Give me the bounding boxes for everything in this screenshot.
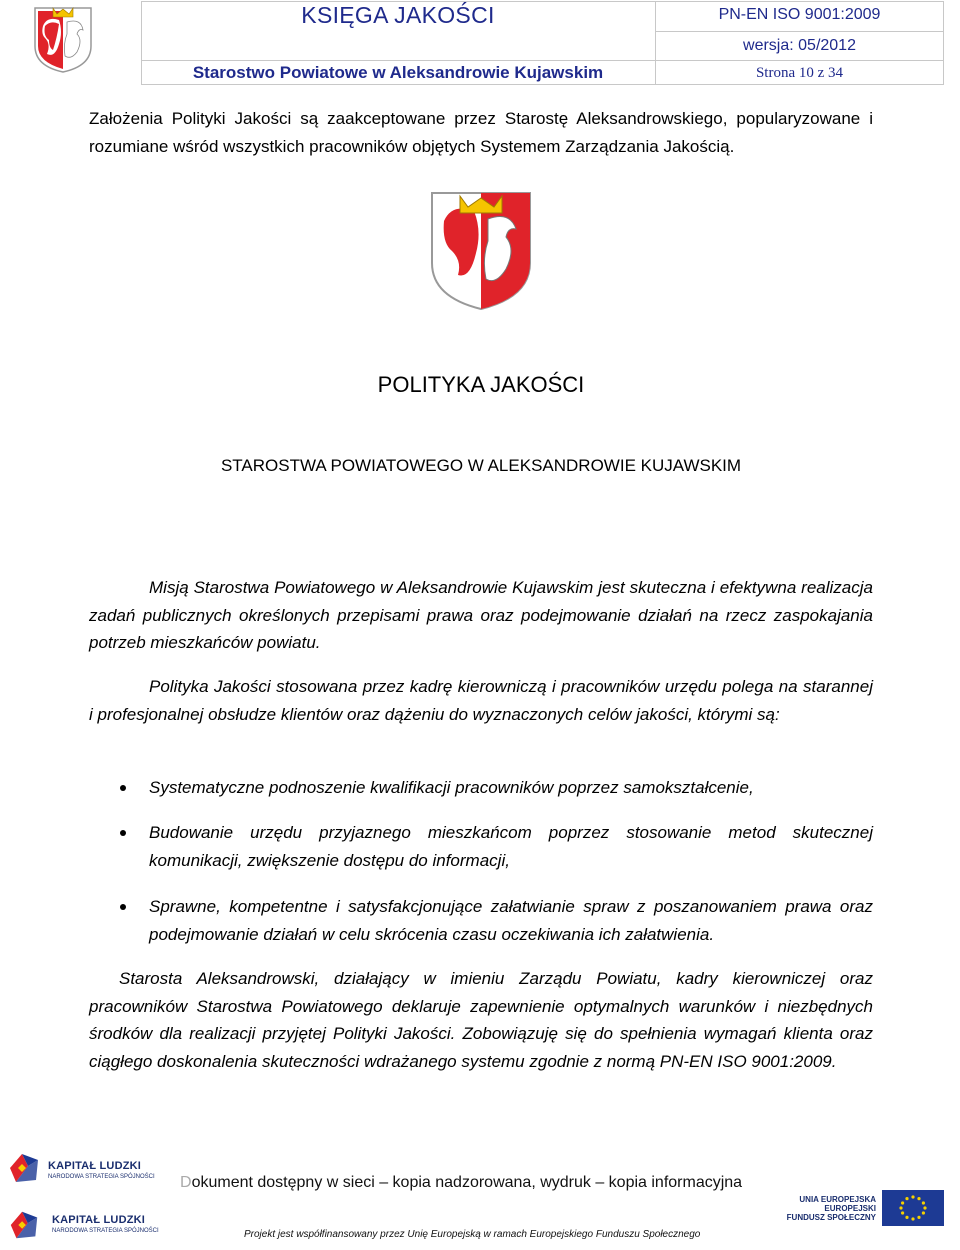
footer-note-initial: D <box>180 1174 192 1191</box>
kapital-ludzki-logo <box>8 1150 178 1190</box>
coat-of-arms-icon <box>33 4 93 74</box>
central-emblem <box>430 191 532 311</box>
project-note: Projekt jest współfinansowany przez Unię Europejską w ramach Europejskiego Funduszu Społecznego <box>244 1229 701 1240</box>
organization-name: Starostwo Powiatowe w Aleksandrowie Kujawskim <box>192 63 604 82</box>
bullet <box>120 830 126 836</box>
coat-of-arms-icon <box>430 191 532 311</box>
kapital-ludzki-logo <box>8 1208 178 1246</box>
kl-name: KAPITAŁ LUDZKI <box>52 1214 146 1226</box>
kapital-ludzki-icon <box>8 1208 40 1242</box>
declaration-paragraph: Starosta Aleksandrowski, działający w imieniu Zarządu Powiatu, kadry kierowniczej oraz pracowników Starostwa Powiatowego deklaruje zapewnienie optymalnych warunków i niezbędnych środków dla realizacji przyjętej Polityki Jakości. Zobowiązuję się do spełnienia wymagań klienta oraz ciągłego doskonalenia skuteczności wdrażanego systemu zgodnie z normą PN-EN ISO 9001:2009. <box>89 969 873 1071</box>
list-item: Budowanie urzędu przyjaznego mieszkańcom poprzez stosowanie metod skutecznej komunikacji, zwiększenie dostępu do informacji, <box>149 823 873 870</box>
kl-subtitle: NARODOWA STRATEGIA SPÓJNOŚCI <box>48 1174 155 1180</box>
kl-subtitle: NARODOWA STRATEGIA SPÓJNOŚCI <box>52 1228 159 1234</box>
iso-standard: PN-EN ISO 9001:2009 <box>718 6 881 23</box>
eu-flag-icon <box>882 1190 944 1226</box>
eu-logo <box>780 1186 948 1228</box>
list-item: Sprawne, kompetentne i satysfakcjonujące załatwianie spraw z poszanowaniem prawa oraz podejmowanie działań w celu skrócenia czasu oczekiwania ich załatwienia. <box>149 897 873 944</box>
bullet <box>120 785 126 791</box>
bullet <box>120 904 126 910</box>
intro-paragraph: Założenia Polityki Jakości są zaakceptowane przez Starostę Aleksandrowskiego, popularyzowane i rozumiane wśród wszystkich pracowników objętych Systemem Zarządzania Jakością. <box>89 109 873 156</box>
eu-line: UNIA EUROPEJSKA <box>799 1195 876 1204</box>
kl-name: KAPITAŁ LUDZKI <box>48 1160 142 1172</box>
policy-subtitle: STAROSTWA POWIATOWEGO W ALEKSANDROWIE KUJAWSKIM <box>220 456 742 475</box>
mission-paragraph: Misją Starostwa Powiatowego w Aleksandrowie Kujawskim jest skuteczna i efektywna realizacja zadań publicznych określonych przepisami prawa oraz podejmowanie działań na rzecz zaspokajania potrzeb mieszkańców powiatu. <box>89 578 873 652</box>
eu-line: EUROPEJSKI <box>824 1204 876 1213</box>
header-logo <box>33 4 93 74</box>
header-divider <box>655 31 944 32</box>
footer-note <box>180 1174 742 1192</box>
kapital-ludzki-icon <box>8 1150 40 1186</box>
document-version: wersja: 05/2012 <box>743 37 856 54</box>
footer-note-text: okument dostępny w sieci – kopia nadzorowana, wydruk – kopia informacyjna <box>191 1174 743 1191</box>
list-item: Systematyczne podnoszenie kwalifikacji pracowników poprzez samokształcenie, <box>149 778 754 797</box>
policy-title: POLITYKA JAKOŚCI <box>377 372 585 397</box>
document-title: KSIĘGA JAKOŚCI <box>301 2 495 28</box>
page-number: Strona 10 z 34 <box>755 65 844 81</box>
eu-line: FUNDUSZ SPOŁECZNY <box>786 1213 876 1222</box>
header-divider <box>141 60 944 61</box>
policy-paragraph: Polityka Jakości stosowana przez kadrę kierowniczą i pracowników urzędu polega na starannej i profesjonalnej obsłudze klientów oraz dążeniu do wyznaczonych celów jakości, którymi są: <box>89 677 873 724</box>
eu-fund-label <box>780 1195 876 1222</box>
